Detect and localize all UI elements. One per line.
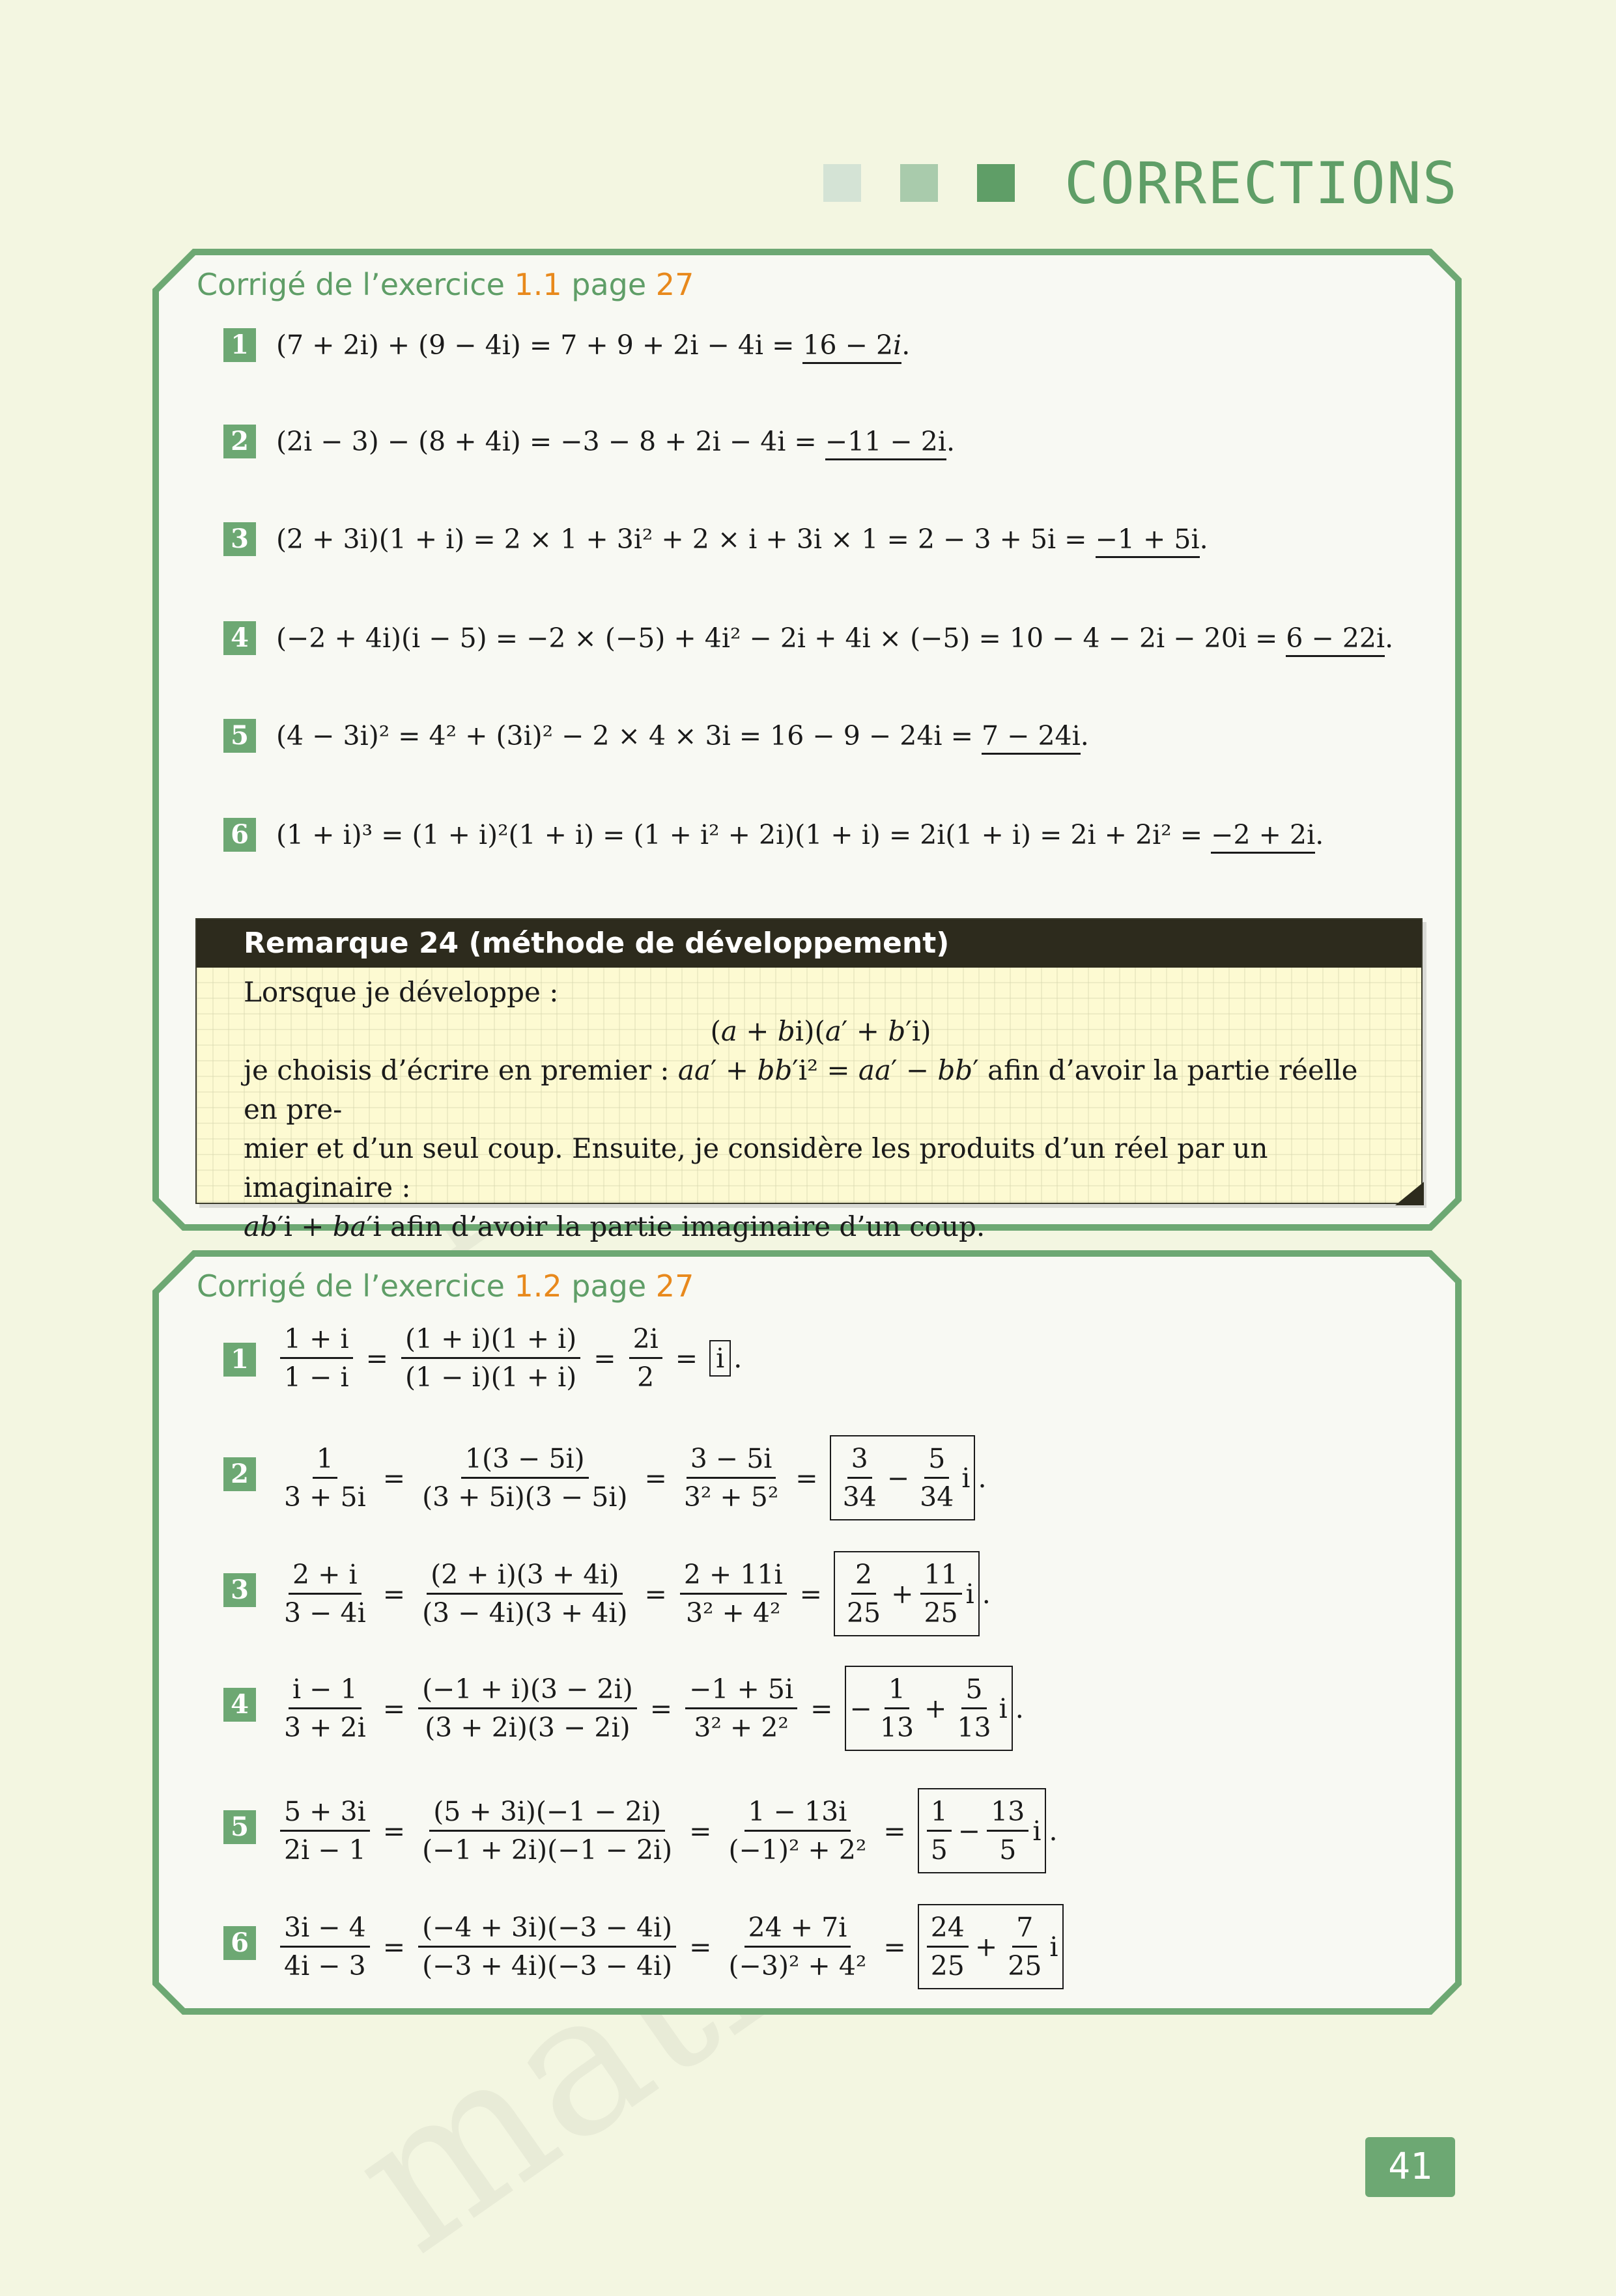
equals-sign: = bbox=[883, 1931, 906, 1963]
equals-sign: = bbox=[365, 1342, 388, 1374]
equals-sign: = bbox=[644, 1462, 667, 1494]
numerator: 1 bbox=[313, 1440, 337, 1479]
fraction bbox=[953, 1671, 995, 1746]
equals-sign: = bbox=[810, 1692, 833, 1724]
fraction bbox=[843, 1556, 885, 1631]
denominator: 34 bbox=[842, 1481, 877, 1513]
equation-end: . bbox=[1080, 720, 1089, 751]
fraction bbox=[927, 1793, 952, 1868]
header-square-light bbox=[823, 164, 861, 202]
fraction bbox=[927, 1909, 969, 1984]
page-fold-corner bbox=[1395, 1182, 1424, 1205]
section-title: CORRECTIONS bbox=[1064, 150, 1458, 217]
remark-line: mier et d’un seul coup. Ensuite, je considère les produits d’un réel par un imaginaire : bbox=[244, 1132, 1268, 1203]
item-badge: 5 bbox=[223, 719, 256, 753]
fraction bbox=[418, 1793, 676, 1868]
operator: + bbox=[924, 1692, 947, 1724]
equals-sign: = bbox=[382, 1692, 406, 1724]
equation-line bbox=[276, 522, 1208, 556]
fraction bbox=[280, 1793, 370, 1868]
answer-sign: − bbox=[849, 1692, 872, 1724]
denominator: 25 bbox=[930, 1950, 965, 1981]
denominator: 3² + 5² bbox=[683, 1481, 779, 1513]
equation-line bbox=[276, 818, 1324, 852]
fraction-equation bbox=[276, 1666, 1024, 1751]
heading-page-label: page bbox=[561, 267, 656, 302]
item-badge: 1 bbox=[223, 328, 256, 362]
equals-sign: = bbox=[883, 1815, 906, 1847]
equation-end: . bbox=[1199, 524, 1208, 555]
fraction bbox=[685, 1671, 797, 1746]
imaginary-unit: i bbox=[1049, 1931, 1058, 1963]
numerator: 2 + i bbox=[289, 1556, 361, 1595]
denominator: 3 + 5i bbox=[284, 1481, 366, 1513]
equation-line bbox=[276, 719, 1089, 753]
denominator: 2 bbox=[637, 1362, 655, 1393]
fraction bbox=[280, 1671, 370, 1746]
numerator: 3 − 5i bbox=[687, 1440, 776, 1479]
numerator: 1 bbox=[927, 1793, 952, 1832]
denominator: (−1)² + 2² bbox=[728, 1834, 867, 1866]
equation-answer: −1 + 5i bbox=[1096, 524, 1200, 558]
denominator: (−1 + 2i)(−1 − 2i) bbox=[422, 1834, 673, 1866]
exercise-1-heading bbox=[197, 267, 694, 302]
fraction bbox=[280, 1909, 370, 1984]
denominator: 5 bbox=[930, 1834, 948, 1866]
equation-end: . bbox=[1385, 623, 1394, 654]
fraction bbox=[1004, 1909, 1045, 1984]
boxed-answer: i bbox=[709, 1340, 731, 1377]
equation-text: (2 + 3i)(1 + i) = 2 × 1 + 3i² + 2 × i + 3i × 1 = 2 − 3 + 5i = bbox=[276, 524, 1096, 555]
denominator: 3 − 4i bbox=[284, 1597, 366, 1629]
fraction bbox=[920, 1556, 962, 1631]
fraction bbox=[725, 1793, 871, 1868]
fraction bbox=[280, 1321, 353, 1395]
fraction bbox=[680, 1440, 782, 1515]
fraction-equation bbox=[276, 1551, 991, 1636]
fraction bbox=[401, 1321, 580, 1395]
denominator: (3 + 2i)(3 − 2i) bbox=[425, 1712, 631, 1743]
boxed-answer bbox=[918, 1788, 1047, 1873]
numerator: 24 bbox=[927, 1909, 969, 1948]
operator: + bbox=[974, 1931, 998, 1963]
equals-sign: = bbox=[689, 1931, 712, 1963]
remark-box bbox=[195, 918, 1423, 1242]
boxed-answer bbox=[834, 1551, 980, 1636]
equation-line bbox=[276, 425, 955, 458]
page-reference: 27 bbox=[655, 1268, 694, 1304]
numerator: 2 + 11i bbox=[680, 1556, 787, 1595]
fraction bbox=[280, 1556, 370, 1631]
denominator: 3 + 2i bbox=[284, 1712, 366, 1743]
remark-line: je choisis d’écrire en premier : 𝑎𝑎′ + 𝑏𝑏′i² = 𝑎𝑎′ − 𝑏𝑏′ afin d’avoir la partie réelle en pre- bbox=[244, 1054, 1358, 1125]
numerator: 5 bbox=[961, 1671, 986, 1709]
equation-end: . bbox=[1015, 1692, 1024, 1724]
remark-title: Remarque 24 (méthode de développement) bbox=[197, 919, 1421, 968]
denominator: 13 bbox=[957, 1712, 991, 1743]
fraction-equation bbox=[276, 1904, 1066, 1989]
equals-sign: = bbox=[644, 1578, 667, 1610]
fraction-equation bbox=[276, 1321, 742, 1395]
page-number: 41 bbox=[1365, 2137, 1455, 2197]
equation-answer: 16 − 2𝑖 bbox=[802, 329, 901, 364]
numerator: i − 1 bbox=[289, 1671, 361, 1709]
numerator: 3 bbox=[847, 1440, 872, 1479]
numerator: 11 bbox=[920, 1556, 962, 1595]
equation-answer: 6 − 22i bbox=[1286, 623, 1385, 657]
denominator: 25 bbox=[924, 1597, 958, 1629]
numerator: 24 + 7i bbox=[744, 1909, 851, 1948]
boxed-answer bbox=[845, 1666, 1013, 1751]
page-reference: 27 bbox=[655, 267, 694, 302]
item-badge: 3 bbox=[223, 1573, 256, 1607]
imaginary-unit: i bbox=[965, 1578, 974, 1610]
numerator: 1 + i bbox=[280, 1321, 353, 1359]
exercise-number: 1.1 bbox=[514, 267, 562, 302]
equation-text: (4 − 3i)² = 4² + (3i)² − 2 × 4 × 3i = 16 − 9 − 24i = bbox=[276, 720, 982, 751]
denominator: 1 − i bbox=[284, 1362, 349, 1393]
remark-line: Lorsque je développe : bbox=[244, 976, 559, 1008]
equation-text: (1 + i)³ = (1 + i)²(1 + i) = (1 + i² + 2i)(1 + i) = 2i(1 + i) = 2i + 2i² = bbox=[276, 819, 1212, 850]
equation-line bbox=[276, 621, 1393, 655]
equation-answer: −11 − 2i bbox=[825, 426, 946, 460]
numerator: (5 + 3i)(−1 − 2i) bbox=[429, 1793, 665, 1832]
item-badge: 4 bbox=[223, 621, 256, 655]
header-square-dark bbox=[977, 164, 1015, 202]
equals-sign: = bbox=[675, 1342, 698, 1374]
numerator: (1 + i)(1 + i) bbox=[401, 1321, 580, 1359]
denominator: 3² + 4² bbox=[685, 1597, 781, 1629]
imaginary-unit: i bbox=[961, 1462, 971, 1494]
heading-prefix: Corrigé de l’exercice bbox=[197, 267, 515, 302]
numerator: (−4 + 3i)(−3 − 4i) bbox=[418, 1909, 676, 1948]
numerator: 3i − 4 bbox=[280, 1909, 370, 1948]
numerator: 5 + 3i bbox=[280, 1793, 370, 1832]
denominator: 4i − 3 bbox=[284, 1950, 366, 1981]
numerator: 2i bbox=[629, 1321, 662, 1359]
fraction bbox=[680, 1556, 787, 1631]
equals-sign: = bbox=[799, 1578, 822, 1610]
denominator: 25 bbox=[1008, 1950, 1042, 1981]
denominator: (−3)² + 4² bbox=[728, 1950, 867, 1981]
equation-line bbox=[276, 328, 910, 362]
equation-end: . bbox=[733, 1342, 743, 1374]
item-badge: 2 bbox=[223, 425, 256, 458]
equals-sign: = bbox=[382, 1815, 406, 1847]
heading-prefix: Corrigé de l’exercice bbox=[197, 1268, 515, 1304]
operator: − bbox=[957, 1815, 981, 1847]
boxed-answer bbox=[918, 1904, 1064, 1989]
equation-end: . bbox=[901, 329, 911, 361]
equation-end: . bbox=[982, 1578, 991, 1610]
equals-sign: = bbox=[593, 1342, 616, 1374]
fraction bbox=[418, 1909, 676, 1984]
denominator: (3 − 4i)(3 + 4i) bbox=[422, 1597, 628, 1629]
fraction bbox=[629, 1321, 662, 1395]
fraction-equation bbox=[276, 1435, 987, 1520]
heading-page-label: page bbox=[561, 1268, 656, 1304]
fraction-equation bbox=[276, 1788, 1058, 1873]
denominator: 3² + 2² bbox=[694, 1712, 789, 1743]
numerator: 13 bbox=[987, 1793, 1028, 1832]
equals-sign: = bbox=[795, 1462, 818, 1494]
equation-text: (−2 + 4i)(i − 5) = −2 × (−5) + 4i² − 2i + 4i × (−5) = 10 − 4 − 2i − 20i = bbox=[276, 623, 1286, 654]
item-badge: 5 bbox=[223, 1810, 256, 1844]
equation-end: . bbox=[978, 1462, 987, 1494]
remark-formula: (𝑎 + 𝑏i)(𝑎′ + 𝑏′i) bbox=[710, 1015, 931, 1047]
equals-sign: = bbox=[382, 1931, 406, 1963]
numerator: 7 bbox=[1012, 1909, 1037, 1948]
boxed-answer bbox=[830, 1435, 976, 1520]
equals-sign: = bbox=[382, 1578, 406, 1610]
fraction bbox=[987, 1793, 1028, 1868]
denominator: (3 + 5i)(3 − 5i) bbox=[422, 1481, 628, 1513]
fraction bbox=[839, 1440, 881, 1515]
numerator: 1(3 − 5i) bbox=[461, 1440, 589, 1479]
numerator: 1 bbox=[885, 1671, 909, 1709]
denominator: 2i − 1 bbox=[284, 1834, 366, 1866]
numerator: 5 bbox=[924, 1440, 949, 1479]
fraction bbox=[418, 1440, 631, 1515]
denominator: 34 bbox=[920, 1481, 954, 1513]
fraction bbox=[280, 1440, 370, 1515]
remark-body bbox=[197, 968, 1421, 1246]
numerator: (2 + i)(3 + 4i) bbox=[427, 1556, 623, 1595]
equals-sign: = bbox=[382, 1462, 406, 1494]
numerator: 2 bbox=[851, 1556, 876, 1595]
item-badge: 4 bbox=[223, 1688, 256, 1722]
denominator: 5 bbox=[999, 1834, 1017, 1866]
imaginary-unit: i bbox=[1032, 1815, 1042, 1847]
equation-text: (2i − 3) − (8 + 4i) = −3 − 8 + 2i − 4i = bbox=[276, 426, 825, 457]
item-badge: 6 bbox=[223, 818, 256, 852]
item-badge: 1 bbox=[223, 1343, 256, 1377]
item-badge: 3 bbox=[223, 522, 256, 556]
numerator: (−1 + i)(3 − 2i) bbox=[418, 1671, 637, 1709]
remark-line: 𝑎𝑏′i + 𝑏𝑎′i afin d’avoir la partie imaginaire d’un coup. bbox=[244, 1211, 985, 1242]
denominator: 13 bbox=[879, 1712, 914, 1743]
operator: − bbox=[886, 1462, 910, 1494]
item-badge: 6 bbox=[223, 1926, 256, 1960]
header-square-mid bbox=[900, 164, 938, 202]
exercise-2-heading bbox=[197, 1268, 694, 1304]
numerator: 1 − 13i bbox=[744, 1793, 851, 1832]
equation-answer: 7 − 24i bbox=[982, 720, 1081, 755]
imaginary-unit: i bbox=[999, 1692, 1008, 1724]
denominator: (−3 + 4i)(−3 − 4i) bbox=[422, 1950, 673, 1981]
exercise-number: 1.2 bbox=[514, 1268, 562, 1304]
equation-end: . bbox=[1049, 1815, 1058, 1847]
numerator: −1 + 5i bbox=[685, 1671, 797, 1709]
fraction bbox=[916, 1440, 957, 1515]
item-badge: 2 bbox=[223, 1457, 256, 1491]
fraction bbox=[725, 1909, 871, 1984]
fraction bbox=[418, 1671, 637, 1746]
equation-end: . bbox=[946, 426, 956, 457]
equals-sign: = bbox=[689, 1815, 712, 1847]
fraction bbox=[876, 1671, 918, 1746]
denominator: (1 − i)(1 + i) bbox=[404, 1362, 577, 1393]
denominator: 25 bbox=[846, 1597, 881, 1629]
equals-sign: = bbox=[649, 1692, 673, 1724]
equation-text: (7 + 2i) + (9 − 4i) = 7 + 9 + 2i − 4i = bbox=[276, 329, 803, 361]
equation-answer: −2 + 2i bbox=[1211, 819, 1315, 854]
fraction bbox=[418, 1556, 631, 1631]
operator: + bbox=[891, 1578, 914, 1610]
equation-end: . bbox=[1315, 819, 1324, 850]
